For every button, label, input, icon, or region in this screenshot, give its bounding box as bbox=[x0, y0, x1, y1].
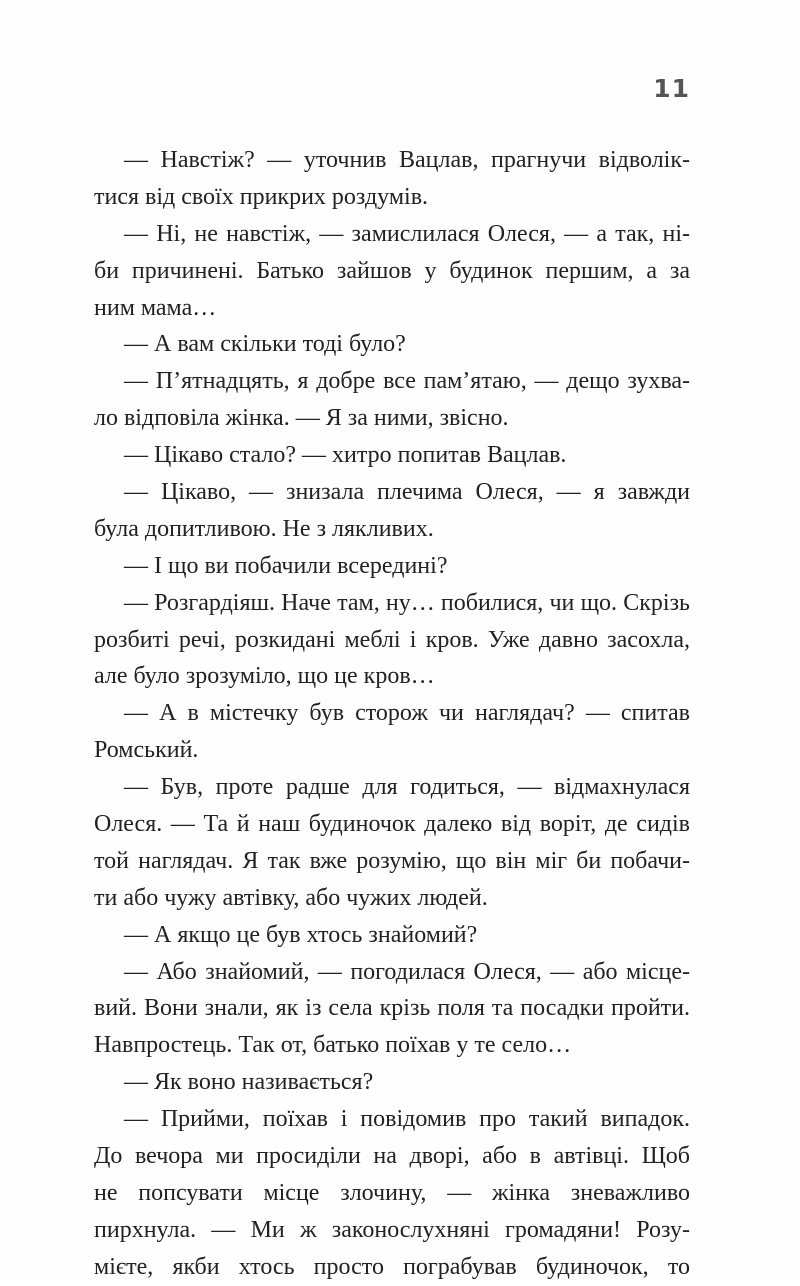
text-line: тися від своїх прикрих роздумів. bbox=[94, 183, 429, 210]
page-number: 11 bbox=[653, 74, 690, 103]
text-line: — Розгардіяш. Наче там, ну… побилися, чи що. Скрізь bbox=[124, 589, 690, 616]
text-line: але було зрозуміло, що це кров… bbox=[94, 663, 435, 690]
text-line: — А в містечку був сторож чи наглядач? — спитав bbox=[124, 700, 690, 727]
text-line: той наглядач. Я так вже розумію, що він міг би побачи- bbox=[94, 847, 690, 874]
text-line: — Ні, не навстіж, — замислилася Олеся, — а так, ні- bbox=[124, 220, 690, 247]
text-line: — І що ви побачили всередині? bbox=[124, 552, 448, 579]
text-line: — Цікаво, — знизала плечима Олеся, — я завжди bbox=[124, 479, 690, 506]
text-line: ти або чужу автівку, або чужих людей. bbox=[94, 884, 488, 911]
text-line: пирхнула. — Ми ж законослухняні громадяни! Розу- bbox=[94, 1216, 690, 1243]
text-line: — Навстіж? — уточнив Вацлав, прагнучи відволік- bbox=[124, 147, 690, 173]
text-line: — А вам скільки тоді було? bbox=[124, 331, 406, 358]
text-line: розбиті речі, розкидані меблі і кров. Уже давно засохла, bbox=[94, 626, 690, 653]
text-line: вий. Вони знали, як із села крізь поля та посадки пройти. bbox=[94, 995, 690, 1022]
text-line: — Був, проте радше для годиться, — відмахнулася bbox=[124, 774, 690, 801]
text-line: би причинені. Батько зайшов у будинок першим, а за bbox=[94, 257, 690, 284]
text-line: — А якщо це був хтось знайомий? bbox=[124, 921, 478, 948]
text-line: — Як воно називається? bbox=[124, 1069, 374, 1096]
text-line: мієте, якби хтось просто пограбував будиночок, то bbox=[94, 1253, 690, 1280]
text-line: не попсувати місце злочину, — жінка зневажливо bbox=[94, 1179, 690, 1206]
text-line: ло відповіла жінка. — Я за ними, звісно. bbox=[94, 405, 509, 432]
text-line: Навпростець. Так от, батько поїхав у те село… bbox=[94, 1032, 572, 1059]
text-line: була допитливою. Не з лякливих. bbox=[94, 515, 434, 542]
text-line: До вечора ми просиділи на дворі, або в автівці. Щоб bbox=[94, 1143, 690, 1170]
text-line: Олеся. — Та й наш будиночок далеко від воріт, де сидів bbox=[94, 811, 690, 838]
text-line: — Цікаво стало? — хитро попитав Вацлав. bbox=[124, 442, 567, 469]
body-text bbox=[94, 142, 690, 1286]
text-line: — П’ятнадцять, я добре все пам’ятаю, — дещо зухва- bbox=[124, 368, 690, 395]
text-line: — Або знайомий, — погодилася Олеся, — або місце- bbox=[124, 958, 690, 985]
text-line: Ромський. bbox=[94, 737, 199, 764]
text-line: ним мама… bbox=[94, 294, 217, 321]
text-line: — Прийми, поїхав і повідомив про такий випадок. bbox=[124, 1106, 690, 1133]
